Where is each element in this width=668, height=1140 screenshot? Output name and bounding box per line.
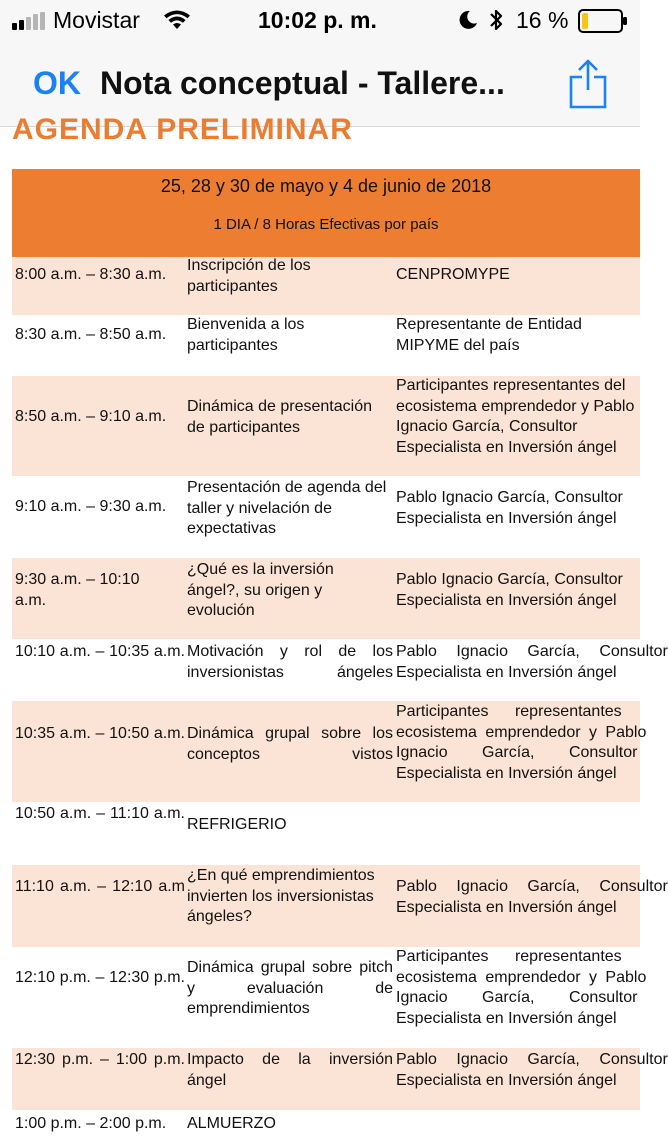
responsible-cell: CENPROMYPE <box>396 266 510 283</box>
responsible-cell: Participantes representantes del ecosistema emprendedor y Pablo Ignacio García, Consultor Especialista en Inversión ángel <box>396 377 635 456</box>
status-bar <box>0 0 640 40</box>
table-row <box>12 802 640 865</box>
time-cell: 10:10 a.m. – 10:35 a.m. <box>15 643 185 660</box>
responsible-cell: Pablo Ignacio García, Consultor Especialista en Inversión ángel <box>396 878 668 916</box>
responsible-cell: Pablo Ignacio García, Consultor Especialista en Inversión ángel <box>396 1051 668 1089</box>
agenda-heading: AGENDA PRELIMINAR <box>12 113 353 146</box>
activity-cell: ¿En qué emprendimientos invierten los inversionistas ángeles? <box>187 867 375 925</box>
time-cell: 8:30 a.m. – 8:50 a.m. <box>15 326 167 343</box>
time-cell: 10:50 a.m. – 11:10 a.m. <box>15 805 185 822</box>
cellular-signal-icon <box>12 12 46 30</box>
table-row <box>12 476 640 558</box>
battery-icon <box>578 9 628 33</box>
document-view[interactable] <box>0 113 668 1136</box>
table-row <box>12 558 640 639</box>
share-icon[interactable] <box>568 58 608 110</box>
table-row <box>12 1110 640 1140</box>
responsible-cell: Pablo Ignacio García, Consultor Especialista en Inversión ángel <box>396 571 623 609</box>
ok-button[interactable]: OK <box>33 65 81 101</box>
bluetooth-icon <box>488 7 504 33</box>
table-row <box>12 701 647 802</box>
time-cell: 1:00 p.m. – 2:00 p.m. <box>15 1115 167 1132</box>
time-cell: 10:35 a.m. – 10:50 a.m. <box>15 725 185 742</box>
wifi-icon <box>163 9 191 31</box>
table-row <box>12 315 640 376</box>
activity-cell: Impacto de la inversión ángel <box>187 1051 393 1089</box>
activity-cell: Bienvenida a los participantes <box>187 316 305 354</box>
responsible-cell: Participantes representantes ecosistema emprendedor y Pablo Ignacio García, Consultor Especialista en Inversión ángel <box>396 948 647 1027</box>
activity-cell: Inscripción de los participantes <box>187 257 311 295</box>
document-title: Nota conceptual - Tallere... <box>100 65 505 101</box>
status-time: 10:02 p. m. <box>258 7 377 33</box>
activity-cell: Motivación y rol de los inversionistas ángeles <box>187 643 393 681</box>
table-row <box>12 376 640 476</box>
activity-cell: Dinámica de presentación de participantes <box>187 398 372 436</box>
table-row <box>12 1048 668 1110</box>
carrier-name: Movistar <box>53 7 140 33</box>
table-row <box>12 865 668 947</box>
table-row <box>12 639 668 701</box>
activity-cell: ¿Qué es la inversión ángel?, su origen y evolución <box>187 561 334 619</box>
time-cell: 9:10 a.m. – 9:30 a.m. <box>15 498 167 515</box>
responsible-cell: Pablo Ignacio García, Consultor Especialista en Inversión ángel <box>396 489 623 527</box>
time-cell: 11:10 a.m. – 12:10 a.m <box>15 878 185 895</box>
moon-icon <box>458 10 478 30</box>
activity-cell: Dinámica grupal sobre los conceptos vistos <box>187 725 393 763</box>
activity-cell: Dinámica grupal sobre pitch y evaluación de emprendimientos <box>187 959 393 1017</box>
time-cell: 12:30 p.m. – 1:00 p.m. <box>15 1051 185 1068</box>
activity-cell: ALMUERZO <box>187 1115 276 1132</box>
responsible-cell: Participantes representantes ecosistema emprendedor y Pablo Ignacio García, Consultor Especialista en Inversión ángel <box>396 703 647 782</box>
time-cell: 8:50 a.m. – 9:10 a.m. <box>15 408 167 425</box>
responsible-cell: Representante de Entidad MIPYME del país <box>396 316 582 354</box>
time-cell: 12:10 p.m. – 12:30 p.m. <box>15 969 185 986</box>
agenda-duration: 1 DIA / 8 Horas Efectivas por país <box>213 216 439 233</box>
battery-percent: 16 % <box>516 7 569 33</box>
agenda-dates: 25, 28 y 30 de mayo y 4 de junio de 2018 <box>160 176 492 196</box>
responsible-cell: Pablo Ignacio García, Consultor Especialista en Inversión ángel <box>396 643 668 681</box>
table-row <box>12 947 647 1048</box>
activity-cell: Presentación de agenda del taller y nivelación de expectativas <box>187 479 387 537</box>
time-cell: 8:00 a.m. – 8:30 a.m. <box>15 266 167 283</box>
time-cell: 9:30 a.m. – 10:10 a.m. <box>15 571 140 609</box>
activity-cell: REFRIGERIO <box>187 816 287 833</box>
table-row <box>12 257 640 315</box>
